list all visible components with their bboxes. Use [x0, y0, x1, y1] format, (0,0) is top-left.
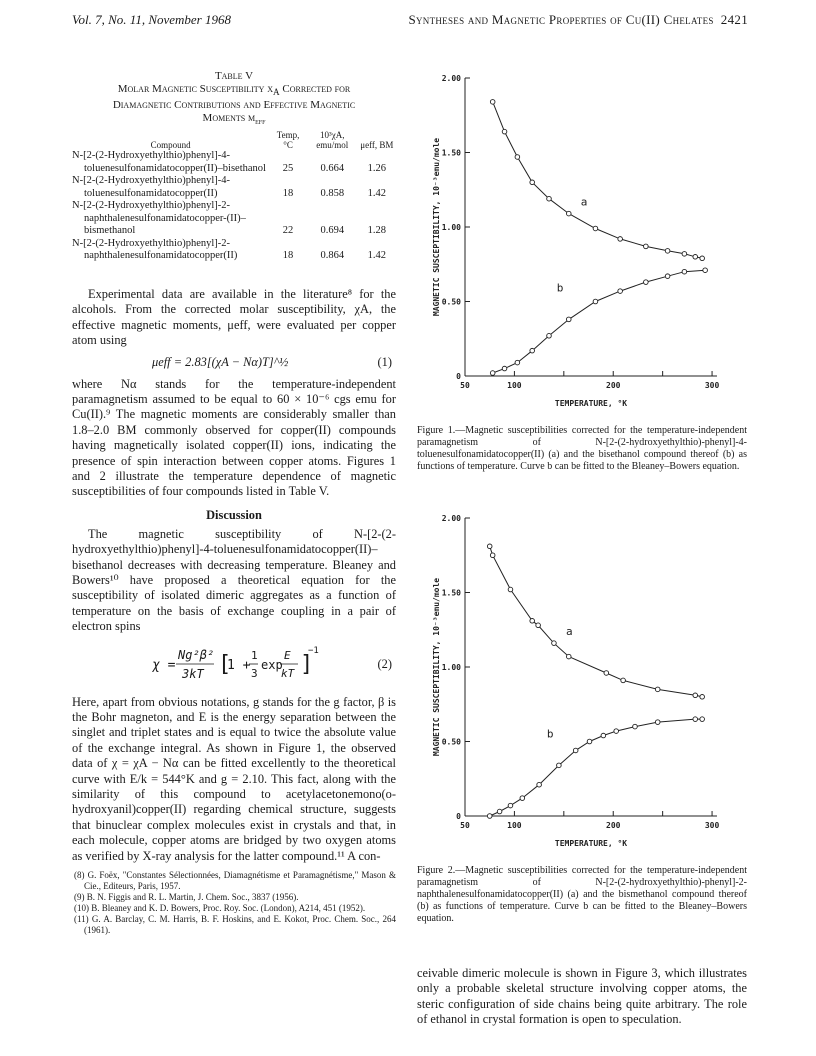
- running-header-right: [408, 12, 748, 28]
- series-label: b: [556, 281, 564, 295]
- figure-2-plot: [417, 510, 747, 860]
- svg-text:3: 3: [251, 666, 258, 680]
- svg-text:kT: kT: [281, 666, 295, 680]
- cell-compound: N-[2-(2-Hydroxyethylthio)phenyl]-4-toluenesulfonamidatocopper(II)–bisethanol: [72, 150, 266, 174]
- svg-text:1 +: 1 +: [227, 657, 251, 673]
- data-point: [566, 654, 571, 659]
- y-tick-label: 2.00: [441, 74, 461, 83]
- cell-compound: N-[2-(2-Hydroxyethylthio)phenyl]-2-naphthalenesulfonamidatocopper(II): [72, 237, 238, 262]
- data-point: [547, 196, 552, 201]
- svg-text:exp: exp: [261, 657, 283, 672]
- caption-part: Corrected for: [279, 83, 351, 95]
- data-point: [547, 333, 552, 338]
- x-tick-label: 200: [606, 381, 621, 390]
- caption-part: Moments μ: [202, 112, 256, 125]
- svg-text:1: 1: [251, 648, 258, 662]
- data-point: [655, 687, 660, 692]
- svg-text:3kT: 3kT: [182, 666, 204, 681]
- series-b-curve: [493, 270, 705, 373]
- y-axis-label: MAGNETIC SUSCEPTIBILITY, 10⁻³emu/mole: [432, 577, 441, 757]
- equation-1-body: μeff = 2.83[(χA − Nα)T]^½: [152, 354, 289, 369]
- data-point: [601, 733, 606, 738]
- page-number: 2421: [720, 12, 748, 27]
- footnote: (9) B. N. Figgis and R. L. Martin, J. Chem. Soc., 3837 (1956).: [74, 892, 299, 903]
- data-point: [566, 317, 571, 322]
- data-point: [700, 256, 705, 261]
- col-header: Compound: [150, 140, 191, 151]
- running-header-left: Vol. 7, No. 11, November 1968: [72, 12, 231, 27]
- data-table: [72, 130, 396, 263]
- data-point: [655, 720, 660, 725]
- data-point: [614, 729, 619, 734]
- data-point: [665, 274, 670, 279]
- data-point: [644, 280, 649, 285]
- data-point: [536, 623, 541, 628]
- data-point: [633, 724, 638, 729]
- data-point: [621, 678, 626, 683]
- y-axis-label: MAGNETIC SUSCEPTIBILITY, 10⁻³emu/mole: [432, 137, 441, 317]
- data-point: [515, 360, 520, 365]
- col-header: Temp, °C: [276, 130, 300, 151]
- x-tick-label: 50: [460, 821, 470, 830]
- table-row: [72, 238, 396, 263]
- data-point: [618, 237, 623, 242]
- y-tick-label: 0: [456, 812, 461, 821]
- figure-2-caption: Figure 2.—Magnetic susceptibilities corrected for the temperature-independent paramagnetism of N-[2-(2-hydroxyethylthio)-phenyl]-2-naphthalenesulfonamidatocopper(II) (a) and the bismethanol compound thereof (b) as functions of temperature. Curve b can be fitted to the Bleaney–Bowers equation.: [417, 865, 747, 924]
- data-point: [490, 371, 495, 376]
- series-a-curve: [493, 102, 703, 258]
- running-title: Syntheses and Magnetic Properties of Cu(II) Chelates: [408, 12, 714, 27]
- svg-text:χ =: χ =: [152, 657, 176, 673]
- cell-mu: 1.42: [367, 250, 387, 262]
- data-point: [537, 782, 542, 787]
- cell-mu: 1.42: [367, 187, 387, 199]
- caption-part: Diamagnetic Contributions and Effective Magnetic: [112, 99, 356, 112]
- left-column: [72, 70, 396, 936]
- caption-part: eff: [255, 116, 266, 127]
- paragraph: Experimental data are available in the literature⁸ for the alcohols. From the corrected molar susceptibility, χA, the effective magnetic moments, μeff, were evaluated per copper atom using: [72, 286, 396, 348]
- svg-text:E: E: [284, 648, 291, 662]
- svg-text:]: ]: [300, 651, 314, 677]
- svg-text:[: [: [218, 651, 232, 677]
- footnote: (11) G. A. Barclay, C. M. Harris, B. F. Hoskins, and E. Kokot, Proc. Chem. Soc., 264 (1961).: [74, 914, 396, 936]
- figure-2: [417, 510, 747, 925]
- footnotes: [72, 870, 396, 936]
- table-row: [72, 150, 396, 175]
- section-heading: Discussion: [206, 507, 262, 522]
- series-label: a: [580, 195, 588, 209]
- data-point: [566, 211, 571, 216]
- caption-part: Molar Magnetic Susceptibility χ: [117, 83, 273, 95]
- table-label: Table V: [214, 70, 254, 82]
- equation-number: (2): [377, 656, 392, 671]
- series-a-curve: [490, 546, 703, 697]
- data-point: [593, 299, 598, 304]
- data-point: [593, 226, 598, 231]
- x-tick-label: 300: [704, 821, 720, 830]
- data-point: [530, 180, 535, 185]
- y-tick-label: 1.50: [441, 148, 461, 158]
- data-point: [487, 814, 492, 819]
- x-axis-label: TEMPERATURE, °K: [554, 399, 628, 408]
- data-point: [703, 268, 708, 273]
- table-row: [72, 200, 396, 238]
- data-point: [508, 587, 513, 592]
- data-point: [604, 671, 609, 676]
- series-label: a: [565, 625, 573, 639]
- data-point: [587, 739, 592, 744]
- series-label: b: [546, 727, 554, 741]
- x-tick-label: 100: [507, 381, 522, 390]
- y-tick-label: 2.00: [441, 514, 461, 523]
- data-point: [490, 100, 495, 105]
- data-point: [557, 763, 562, 768]
- data-point: [682, 269, 687, 274]
- data-point: [693, 255, 698, 260]
- equation-2: [72, 639, 396, 691]
- series-b-curve: [490, 719, 703, 816]
- x-tick-label: 300: [704, 381, 720, 390]
- data-point: [490, 553, 495, 558]
- paragraph: where Nα stands for the temperature-independent paramagnetism assumed to be equal to 60 × 10⁻⁶ cgs emu for Cu(II).⁹ The magnetic moments are considerably smaller than 1.8–2.0 BM commonly observed for copper(II) compounds having magnetically isolated copper(II) ions, indicating the presence of spin interaction between copper atoms. Figures 1 and 2 illustrate the temperature dependence of magnetic susceptibilities of four compounds listed in Table V.: [72, 376, 396, 499]
- data-point: [573, 748, 578, 753]
- caption-part: A: [273, 87, 280, 98]
- footnote: (8) G. Foëx, "Constantes Sélectionnées, Diamagnétisme et Paramagnétisme," Mason & Cie., Editeurs, Paris, 1957.: [74, 870, 396, 892]
- cell-chi: 0.864: [320, 250, 345, 262]
- data-point: [487, 544, 492, 549]
- data-point: [502, 366, 507, 371]
- data-point: [515, 155, 520, 160]
- cell-temp: 18: [282, 187, 294, 199]
- data-point: [508, 803, 513, 808]
- y-tick-label: 0: [456, 372, 461, 381]
- table-row: [72, 175, 396, 200]
- x-tick-label: 50: [460, 381, 470, 390]
- equation-number: (1): [377, 354, 392, 369]
- x-tick-label: 100: [507, 821, 522, 830]
- cell-chi: 0.664: [320, 162, 345, 174]
- paragraph: The magnetic susceptibility of N-[2-(2-hydroxyethylthio)phenyl]-4-toluenesulfonamidatocopper(II)–bisethanol decreases with decreasing temperature. Bleaney and Bowers¹⁰ have proposed a theoretical equation for the susceptibility of isolated dimeric aggregates as a function of temperature on the basis of exchange coupling in a pair of electron spins: [72, 526, 396, 634]
- data-point: [700, 717, 705, 722]
- svg-text:Ng²β²: Ng²β²: [178, 647, 215, 662]
- data-point: [552, 641, 557, 646]
- data-point: [520, 796, 525, 801]
- figure-1-plot: [417, 70, 747, 420]
- data-point: [700, 695, 705, 700]
- cell-chi: 0.694: [320, 225, 345, 237]
- data-point: [682, 252, 687, 257]
- cell-mu: 1.28: [367, 225, 387, 237]
- data-point: [644, 244, 649, 249]
- data-point: [497, 809, 502, 814]
- y-tick-label: 0.50: [441, 737, 461, 747]
- table-caption: [72, 83, 396, 128]
- equation-2-formula: [72, 639, 372, 691]
- data-point: [502, 129, 507, 134]
- x-tick-label: 200: [606, 821, 621, 830]
- y-tick-label: 1.50: [441, 588, 461, 598]
- data-point: [693, 717, 698, 722]
- svg-text:−1: −1: [308, 645, 319, 656]
- data-point: [618, 289, 623, 294]
- y-tick-label: 1.00: [441, 663, 461, 672]
- cell-temp: 18: [282, 250, 294, 262]
- equation-1: [72, 353, 396, 373]
- paragraph: Here, apart from obvious notations, g stands for the g factor, β is the Bohr magneton, and E is the energy separation between the singlet and triplet states and is equal to twice the absolute value of the exchange integral. As shown in Figure 1, the observed data of χ = χA − Nα can be fitted excellently to the theoretical curve with E/k = 544°K and g = 2.10. This fact, along with the similarity of this compound to acetylacetonemono(o-hydroxyanil)copper(II) regarding chemical structure, suggests that binuclear complex molecules exist in crystals and that, in each molecule, copper atoms are bridged by two oxygen atoms as verified by X-ray analysis for the latter compound.¹¹ A con-: [72, 694, 396, 863]
- cell-temp: 25: [282, 162, 294, 174]
- figure-1: [417, 70, 747, 473]
- cell-chi: 0.858: [320, 187, 345, 199]
- figure-1-caption: Figure 1.—Magnetic susceptibilities corrected for the temperature-independent paramagnetism of N-[2-(2-hydroxyethylthio)-phenyl]-4-toluenesulfonamidatocopper(II) (a) and the bisethanol compound thereof (b) as functions of temperature. Curve b can be fitted to the Bleaney–Bowers equation.: [417, 425, 747, 472]
- col-header: μeff, BM: [360, 140, 394, 151]
- col-header: 10³χA, emu/mol: [316, 130, 349, 151]
- cell-compound: N-[2-(2-Hydroxyethylthio)phenyl]-4-toluenesulfonamidatocopper(II): [72, 175, 231, 199]
- data-point: [530, 619, 535, 624]
- paragraph: ceivable dimeric molecule is shown in Figure 3, which illustrates only a probable skeletal structure involving copper atoms, the steric configuration of side chains being quite arbitrary. The role of ethanol in crystal formation is open to speculation.: [417, 966, 747, 1027]
- data-point: [693, 693, 698, 698]
- data-point: [665, 249, 670, 254]
- cell-compound: N-[2-(2-Hydroxyethylthio)phenyl]-2-naphthalenesulfonamidatocopper-(II)–bismethanol: [72, 200, 246, 237]
- x-axis-label: TEMPERATURE, °K: [554, 839, 628, 848]
- y-tick-label: 0.50: [441, 297, 461, 307]
- cell-mu: 1.26: [367, 162, 387, 174]
- footnote: (10) B. Bleaney and K. D. Bowers, Proc. Roy. Soc. (London), A214, 451 (1952).: [74, 903, 366, 914]
- y-tick-label: 1.00: [441, 223, 461, 232]
- right-column-text: [417, 966, 747, 1028]
- data-point: [530, 348, 535, 353]
- cell-temp: 22: [282, 225, 294, 237]
